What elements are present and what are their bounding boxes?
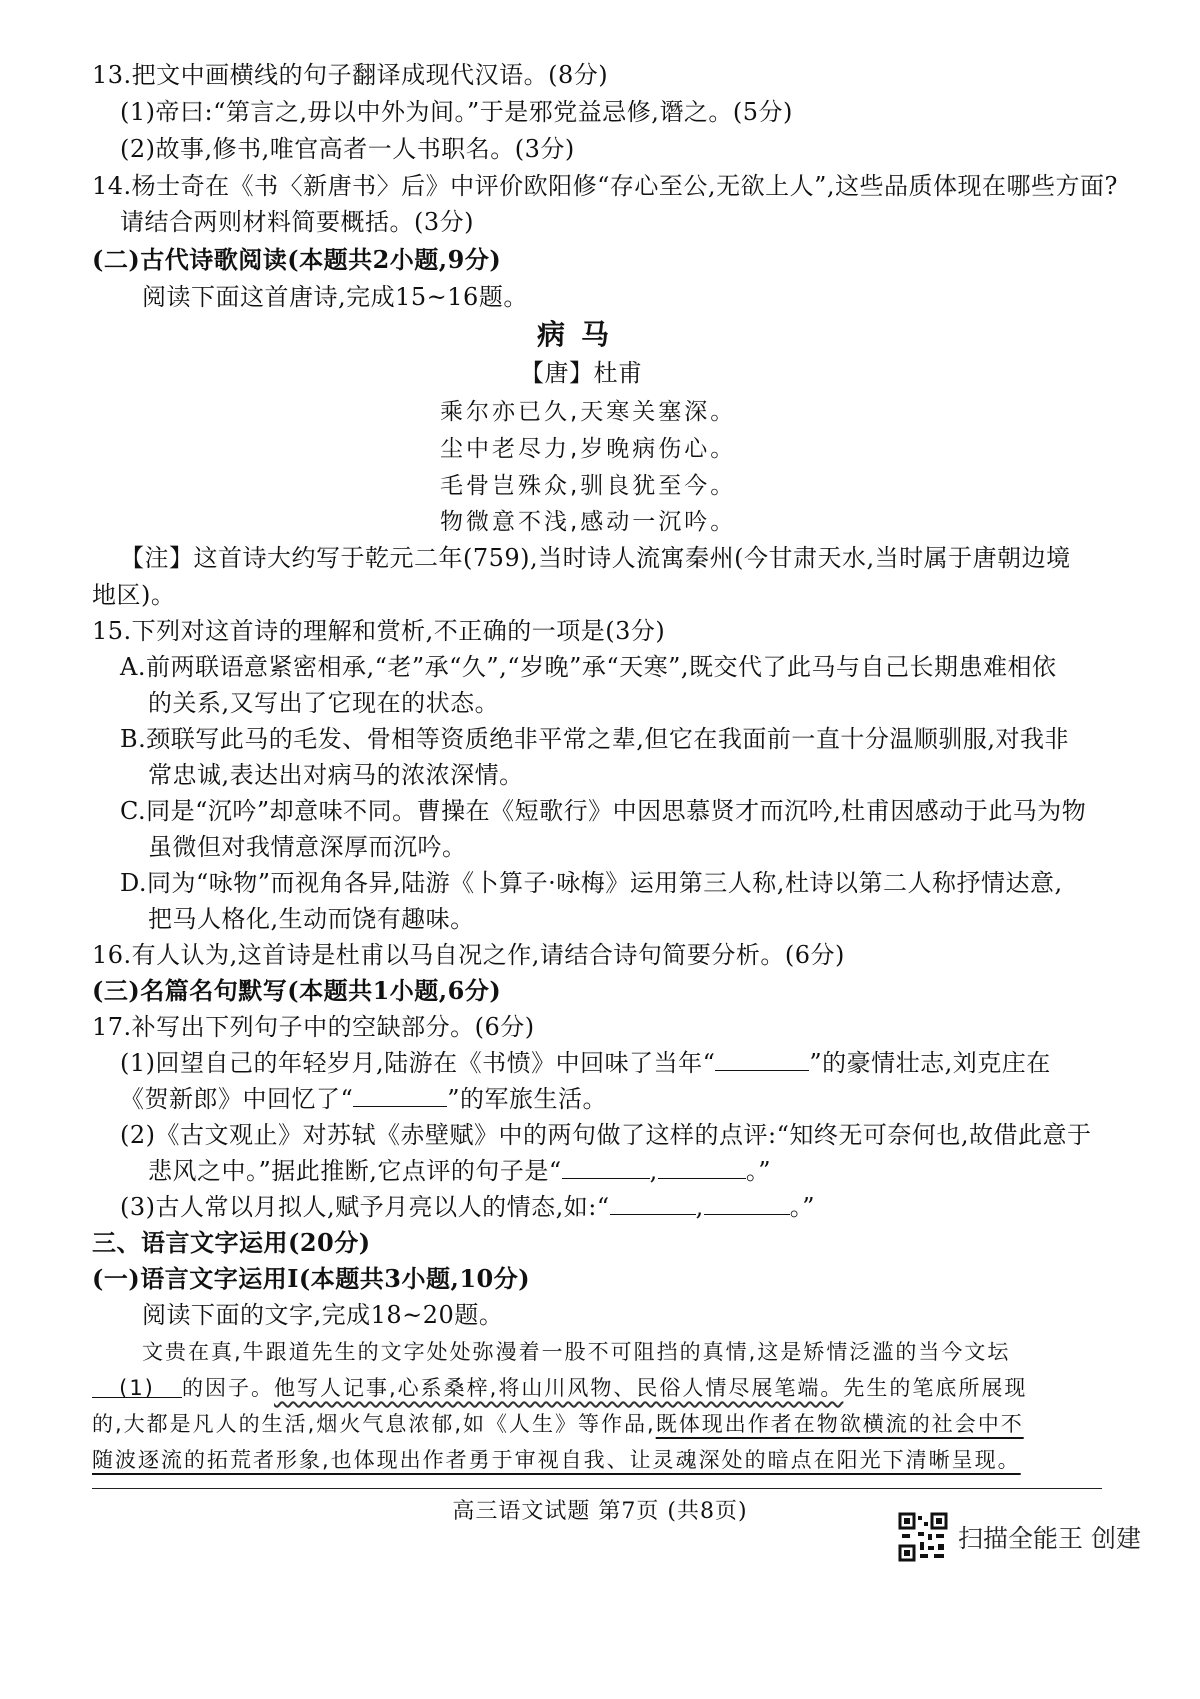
poem-title: 病马 xyxy=(537,318,626,351)
passage-line2: (1) 的因子。他写人记事,心系桑梓,将山川风物、民俗人情尽展笔端。先生的笔底所展现 xyxy=(92,1373,1027,1403)
poem-note-line2: 地区)。 xyxy=(92,581,176,609)
passage-intro: 阅读下面的文字,完成18~20题。 xyxy=(142,1301,504,1329)
answer-blank[interactable] xyxy=(610,1192,696,1215)
poetry-intro: 阅读下面这首唐诗,完成15~16题。 xyxy=(142,283,528,311)
answer-blank[interactable] xyxy=(658,1156,746,1179)
scanner-watermark xyxy=(898,1512,1141,1562)
passage-line1: 文贵在真,牛跟道先生的文字处处弥漫着一股不可阻挡的真情,这是矫情泛滥的当今文坛 xyxy=(142,1340,1011,1364)
q14-line1: 14.杨士奇在《书〈新唐书〉后》中评价欧阳修“存心至公,无欲上人”,这些品质体现在哪些方面? xyxy=(92,172,1118,200)
passage-blank-1[interactable]: (1) xyxy=(92,1373,182,1398)
poem-line: 尘中老尽力,岁晚病伤心。 xyxy=(440,436,737,462)
q13-sub1: (1)帝曰:“第言之,毋以中外为间。”于是邪党益忌修,谮之。(5分) xyxy=(120,98,793,126)
q17-part3-line: (3)古人常以月拟人,赋予月亮以人的情态,如:“ , 。” xyxy=(120,1193,816,1221)
q13-stem: 13.把文中画横线的句子翻译成现代汉语。(8分) xyxy=(92,61,609,89)
poem-author: 【唐】杜甫 xyxy=(520,359,643,387)
section-recitation-heading: (三)名篇名句默写(本题共1小题,6分) xyxy=(92,976,502,1005)
q17-part2-line2: 悲风之中。”据此推断,它点评的句子是“ , 。” xyxy=(148,1157,772,1185)
q13-sub2: (2)故事,修书,唯官高者一人书职名。(3分) xyxy=(120,135,575,163)
footer-divider xyxy=(92,1488,1102,1489)
q15-option-b-cont: 常忠诚,表达出对病马的浓浓深情。 xyxy=(148,761,524,789)
q17-part2-line1: (2)《古文观止》对苏轼《赤壁赋》中的两句做了这样的点评:“知终无可奈何也,故借此意于 xyxy=(120,1121,1092,1149)
q17-stem: 17.补写出下列句子中的空缺部分。(6分) xyxy=(92,1013,535,1041)
q15-option-a: A.前两联语意紧密相承,“老”承“久”,“岁晚”承“天寒”,既交代了此马与自己长期患难相依 xyxy=(120,653,1057,681)
passage-line4: 随波逐流的拓荒者形象,也体现出作者勇于审视自我、让灵魂深处的暗点在阳光下清晰呈现。 xyxy=(92,1448,1021,1472)
page-footer: 高三语文试题 第7页 (共8页) xyxy=(452,1499,748,1524)
section-language-heading: (一)语言文字运用Ⅰ(本题共3小题,10分) xyxy=(92,1264,531,1293)
part3-heading: 三、语言文字运用(20分) xyxy=(92,1228,371,1257)
q15-option-d: D.同为“咏物”而视角各异,陆游《卜算子·咏梅》运用第三人称,杜诗以第二人称抒情达意, xyxy=(120,869,1063,897)
underlined-sentence: 既体现出作者在物欲横流的社会中不 xyxy=(655,1412,1024,1436)
q17-part1-line1: (1)回望自己的年轻岁月,陆游在《书愤》中回味了当年“ ”的豪情壮志,刘克庄在 xyxy=(120,1049,1051,1077)
section-poetry-heading: (二)古代诗歌阅读(本题共2小题,9分) xyxy=(92,245,502,274)
poem-note-line1: 【注】这首诗大约写于乾元二年(759),当时诗人流寓秦州(今甘肃天水,当时属于唐朝边境 xyxy=(120,544,1071,572)
q15-option-a-cont: 的关系,又写出了它现在的状态。 xyxy=(148,689,500,717)
answer-blank[interactable] xyxy=(353,1084,447,1107)
poem-line: 乘尔亦已久,天寒关塞深。 xyxy=(440,399,737,425)
answer-blank[interactable] xyxy=(715,1048,809,1071)
q16-stem: 16.有人认为,这首诗是杜甫以马自况之作,请结合诗句简要分析。(6分) xyxy=(92,941,845,969)
answer-blank[interactable] xyxy=(562,1156,650,1179)
q15-option-b: B.颈联写此马的毛发、骨相等资质绝非平常之辈,但它在我面前一直十分温顺驯服,对我非 xyxy=(120,725,1070,753)
q17-part1-line2: 《贺新郎》中回忆了“ ”的军旅生活。 xyxy=(120,1085,608,1113)
wavy-underlined-sentence: 他写人记事,心系桑梓,将山川风物、民俗人情尽展笔端。 xyxy=(274,1376,844,1400)
watermark-text: 扫描全能王 创建 xyxy=(958,1524,1141,1553)
q14-line2: 请结合两则材料简要概括。(3分) xyxy=(120,208,474,236)
q15-stem: 15.下列对这首诗的理解和赏析,不正确的一项是(3分) xyxy=(92,617,666,645)
q15-option-c: C.同是“沉吟”却意味不同。曹操在《短歌行》中因思慕贤才而沉吟,杜甫因感动于此马为物 xyxy=(120,797,1087,825)
poem-line: 毛骨岂殊众,驯良犹至今。 xyxy=(440,473,737,499)
answer-blank[interactable] xyxy=(704,1192,790,1215)
poem-line: 物微意不浅,感动一沉吟。 xyxy=(440,509,737,535)
q15-option-d-cont: 把马人格化,生动而饶有趣味。 xyxy=(148,905,475,933)
passage-line3: 的,大都是凡人的生活,烟火气息浓郁,如《人生》等作品,既体现出作者在物欲横流的社会中不 xyxy=(92,1412,1024,1436)
qr-code-icon xyxy=(898,1512,948,1562)
q15-option-c-cont: 虽微但对我情意深厚而沉吟。 xyxy=(148,833,467,861)
